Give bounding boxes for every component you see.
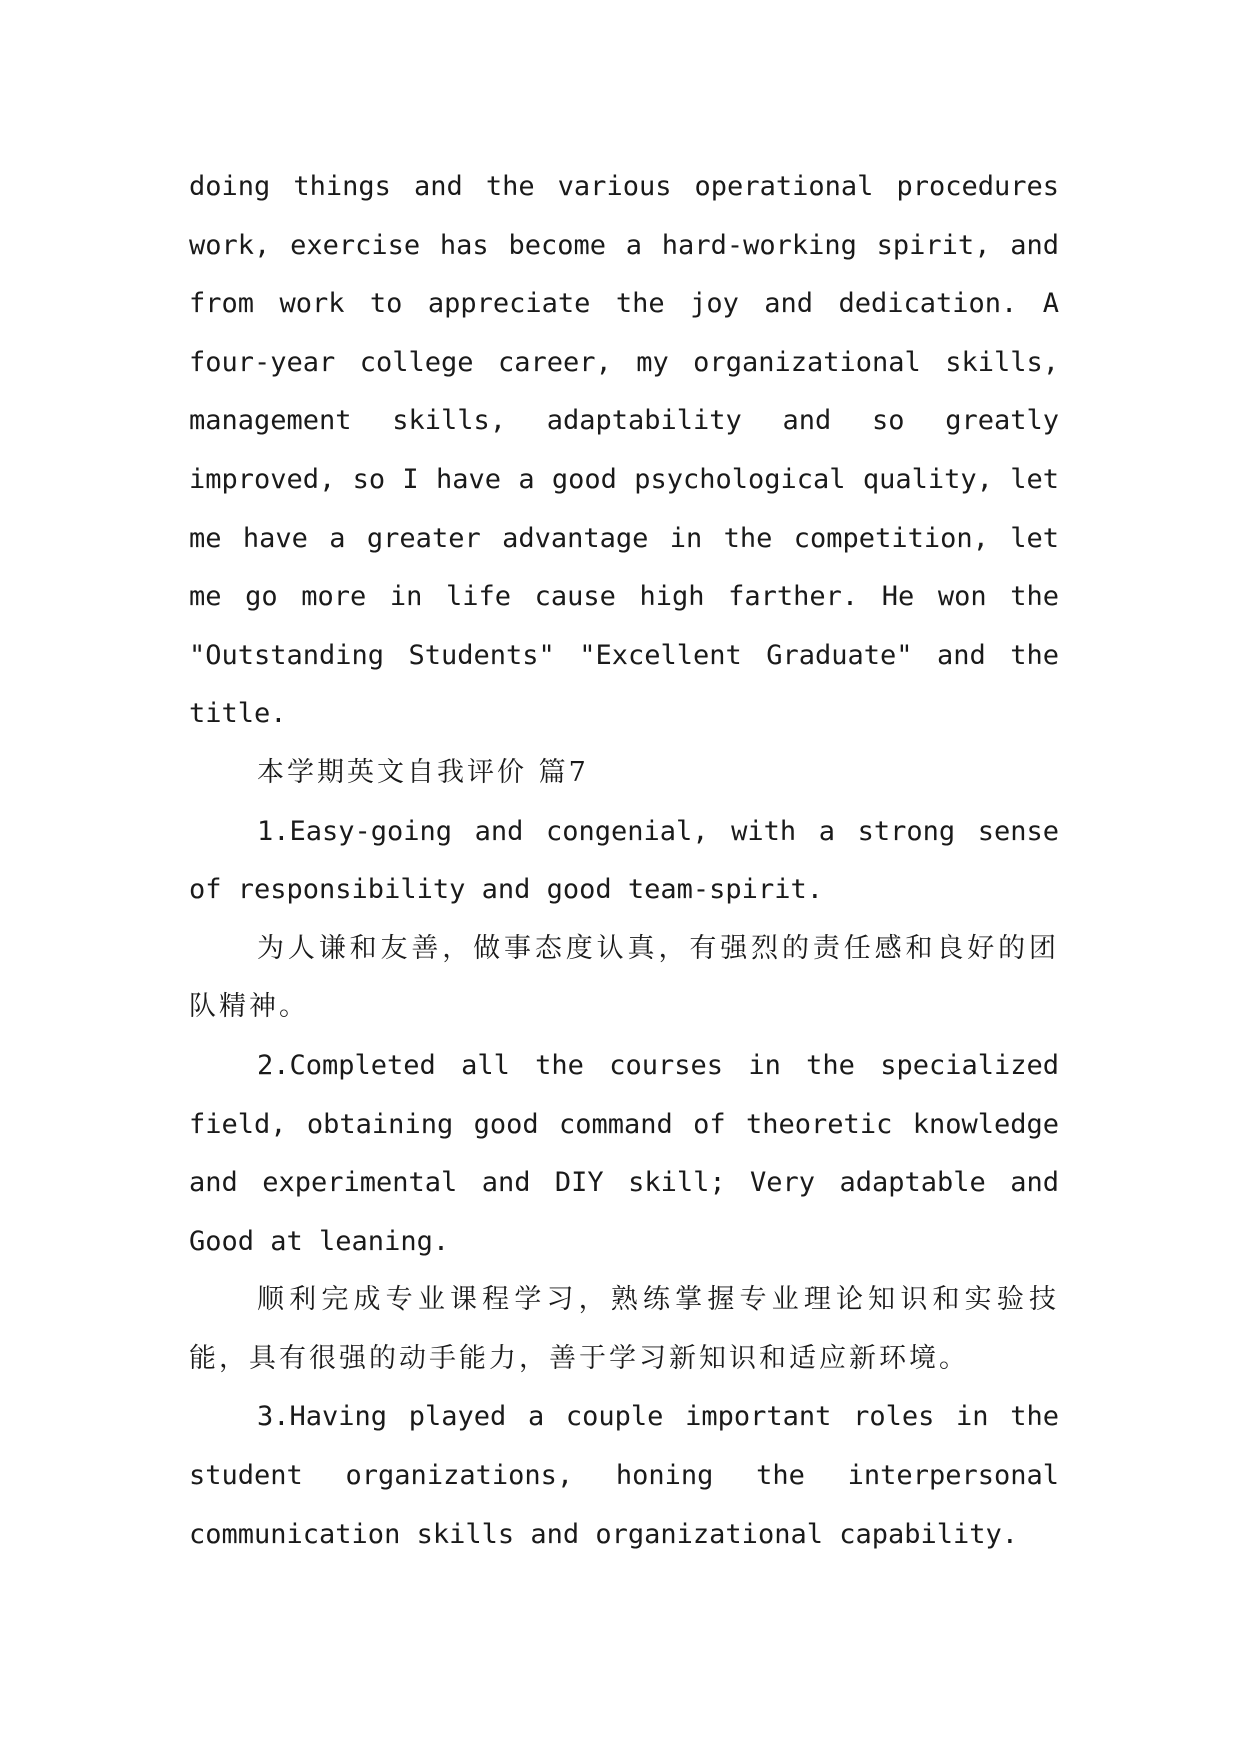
document-body: [189, 158, 1059, 1564]
paragraph-item-2-zh: 顺利完成专业课程学习，熟练掌握专业理论知识和实验技能，具有很强的动手能力，善于学习新知识和适应新环境。: [189, 1284, 1059, 1374]
section-heading: 本学期英文自我评价 篇7: [257, 756, 589, 788]
paragraph-item-3-en: 3.Having played a couple important roles in the student organizations, honing the interpersonal communication skills and organizational capability.: [189, 1401, 1059, 1550]
paragraph-item-1-zh: 为人谦和友善，做事态度认真，有强烈的责任感和良好的团队精神。: [189, 932, 1059, 1023]
paragraph-item-2-en: 2.Completed all the courses in the specialized field, obtaining good command of theoretic knowledge and experimental and DIY skill; Very adaptable and Good at leaning.: [189, 1049, 1059, 1257]
paragraph-career-summary: doing things and the various operational procedures work, exercise has become a hard-working spirit, and from work to appreciate the joy and dedication. A four-year college career, my organizational skills, management skills, adaptability and so greatly improved, so I have a good psychological quality, let me have a greater advantage in the competition, let me go more in life cause high farther. He won the "Outstanding Students" "Excellent Graduate" and the title.: [189, 171, 1059, 730]
paragraph-item-1-en: 1.Easy-going and congenial, with a strong sense of responsibility and good team-spirit.: [189, 815, 1059, 906]
